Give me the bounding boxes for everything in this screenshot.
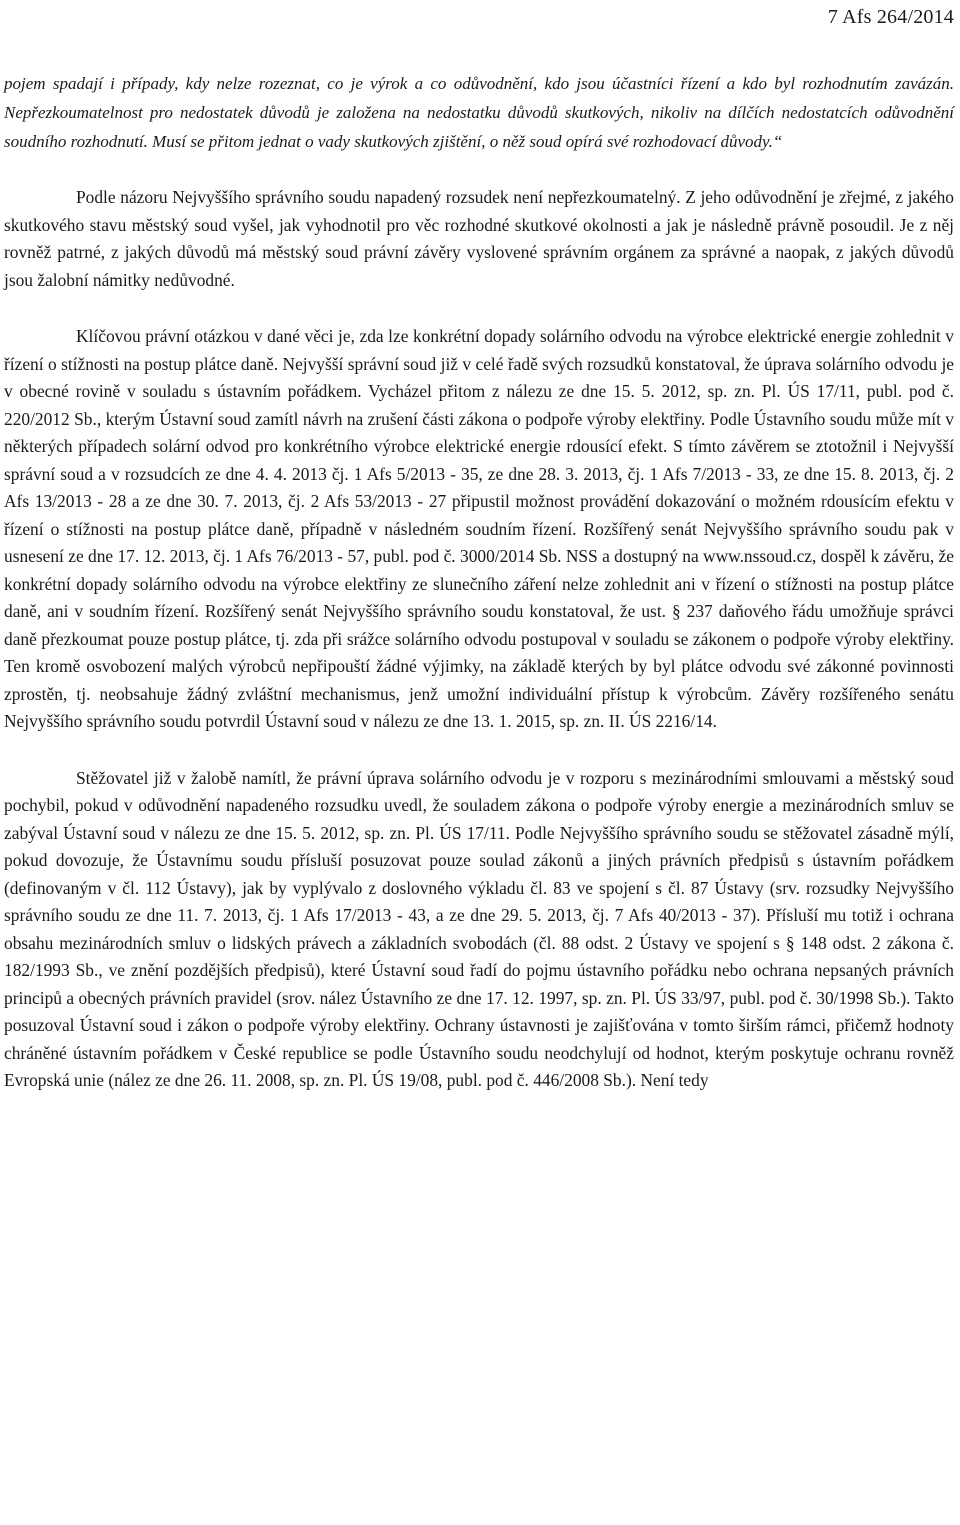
court-opinion-paragraph: Podle názoru Nejvyššího správního soudu napadený rozsudek není nepřezkoumatelný. Z jeho odůvodnění je zřejmé, z jakého skutkového stavu městský soud vyšel, jak vyhodnotil pro věc rozhodné skutkové okolnosti a jak je následně právně posoudil. Je z něj rovněž patrné, z jakých důvodů má městský soud právní závěry vyslovené správním orgánem za správné a naopak, z jakých důvodů jsou žalobní námitky nedůvodné.	[4, 187, 954, 290]
document-body	[4, 70, 954, 1095]
complainant-argument-paragraph: Stěžovatel již v žalobě namítl, že právní úprava solárního odvodu je v rozporu s mezinárodními smlouvami a městský soud pochybil, pokud v odůvodnění napadeného rozsudku uvedl, že souladem zákona o podpoře výroby energie a mezinárodních smluv se zabýval Ústavní soud v nálezu ze dne 15. 5. 2012, sp. zn. Pl. ÚS 17/11. Podle Nejvyššího správního soudu se stěžovatel zásadně mýlí, pokud dovozuje, že Ústavnímu soudu přísluší posuzovat pouze soulad zákonů a jiných právních předpisů s ústavním pořádkem (definovaným v čl. 112 Ústavy), jak by vyplývalo z doslovného výkladu čl. 83 ve spojení s čl. 87 Ústavy (srv. rozsudky Nejvyššího správního soudu ze dne 11. 7. 2013, čj. 1 Afs 17/2013 - 43, a ze dne 29. 5. 2013, čj. 7 Afs 40/2013 - 37). Přísluší mu totiž i ochrana obsahu mezinárodních smluv o lidských právech a základních svobodách (čl. 88 odst. 2 Ústavy ve spojení s § 148 odst. 2 zákona č. 182/1993 Sb., ve znění pozdějších předpisů), které Ústavní soud řadí do pojmu ústavního pořádku nebo ochrana nepsaných právních principů a obecných právních pravidel (srov. nález Ústavního ze dne 17. 12. 1997, sp. zn. Pl. ÚS 33/97, publ. pod č. 30/1998 Sb.). Takto posuzoval Ústavní soud i zákon o podpoře výroby elektřiny. Ochrany ústavnosti je zajišťována v tomto širším rámci, přičemž hodnoty chráněné ústavním pořádkem v České republice se podle Ústavního soudu neodchylují od hodnot, kterým poskytuje ochranu rovněž Evropská unie (nález ze dne 26. 11. 2008, sp. zn. Pl. ÚS 19/08, publ. pod č. 446/2008 Sb.). Není tedy	[4, 767, 954, 1091]
key-legal-question-paragraph: Klíčovou právní otázkou v dané věci je, zda lze konkrétní dopady solárního odvodu na výrobce elektrické energie zohlednit v řízení o stížnosti na postup plátce daně. Nejvyšší správní soud již v celé řadě svých rozsudků konstatoval, že úprava solárního odvodu je v obecné rovině v souladu s ústavním pořádkem. Vycházel přitom z nálezu ze dne 15. 5. 2012, sp. zn. Pl. ÚS 17/11, publ. pod č. 220/2012 Sb., kterým Ústavní soud zamítl návrh na zrušení části zákona o podpoře výroby elektřiny. Podle Ústavního soudu může mít v některých případech solární odvod pro konkrétního výrobce elektrické energie rdousící efekt. S tímto závěrem se ztotožnil i Nejvyšší správní soud a v rozsudcích ze dne 4. 4. 2013 čj. 1 Afs 5/2013 - 35, ze dne 28. 3. 2013, čj. 1 Afs 7/2013 - 33, ze dne 15. 8. 2013, čj. 2 Afs 13/2013 - 28 a ze dne 30. 7. 2013, čj. 2 Afs 53/2013 - 27 připustil možnost provádění dokazování o možném rdousícím efektu v řízení o stížnosti na postup plátce daně, případně v následném soudním řízení. Rozšířený senát Nejvyššího správního soudu pak v usnesení ze dne 17. 12. 2013, čj. 1 Afs 76/2013 - 57, publ. pod č. 3000/2014 Sb. NSS a dostupný na www.nssoud.cz, dospěl k závěru, že konkrétní dopady solárního odvodu na výrobce elektřiny ze slunečního záření nelze zohlednit ani v řízení o stížnosti na postup plátce daně, ani v soudním řízení. Rozšířený senát Nejvyššího správního soudu konstatoval, že ust. § 237 daňového řádu umožňuje správci daně přezkoumat pouze postup plátce, tj. zda při srážce solárního odvodu postupoval v souladu se zákonem o podpoře výroby elektřiny. Ten kromě osvobození malých výrobců nepřipouští žádné výjimky, na základě kterých by byl plátce odvodu své zákonné povinnosti zprostěn, tj. neobsahuje žádný zvláštní mechanismus, jenž umožní individuální přístup k výrobcům. Závěry rozšířeného senátu Nejvyššího správního soudu potvrdil Ústavní soud v nálezu ze dne 13. 1. 2015, sp. zn. II. ÚS 2216/14.	[4, 326, 954, 732]
quote-continuation-paragraph: pojem spadají i případy, kdy nelze rozeznat, co je výrok a co odůvodnění, kdo jsou účastníci řízení a kdo byl rozhodnutím zavázán. Nepřezkoumatelnost pro nedostatek důvodů je založena na nedostatku důvodů skutkových, nikoliv na dílčích nedostatcích odůvodnění soudního rozhodnutí. Musí se přitom jednat o vady skutkových zjištění, o něž soud opírá své rozhodovací důvody.“	[4, 74, 954, 151]
case-number-header: 7 Afs 264/2014	[827, 6, 954, 28]
